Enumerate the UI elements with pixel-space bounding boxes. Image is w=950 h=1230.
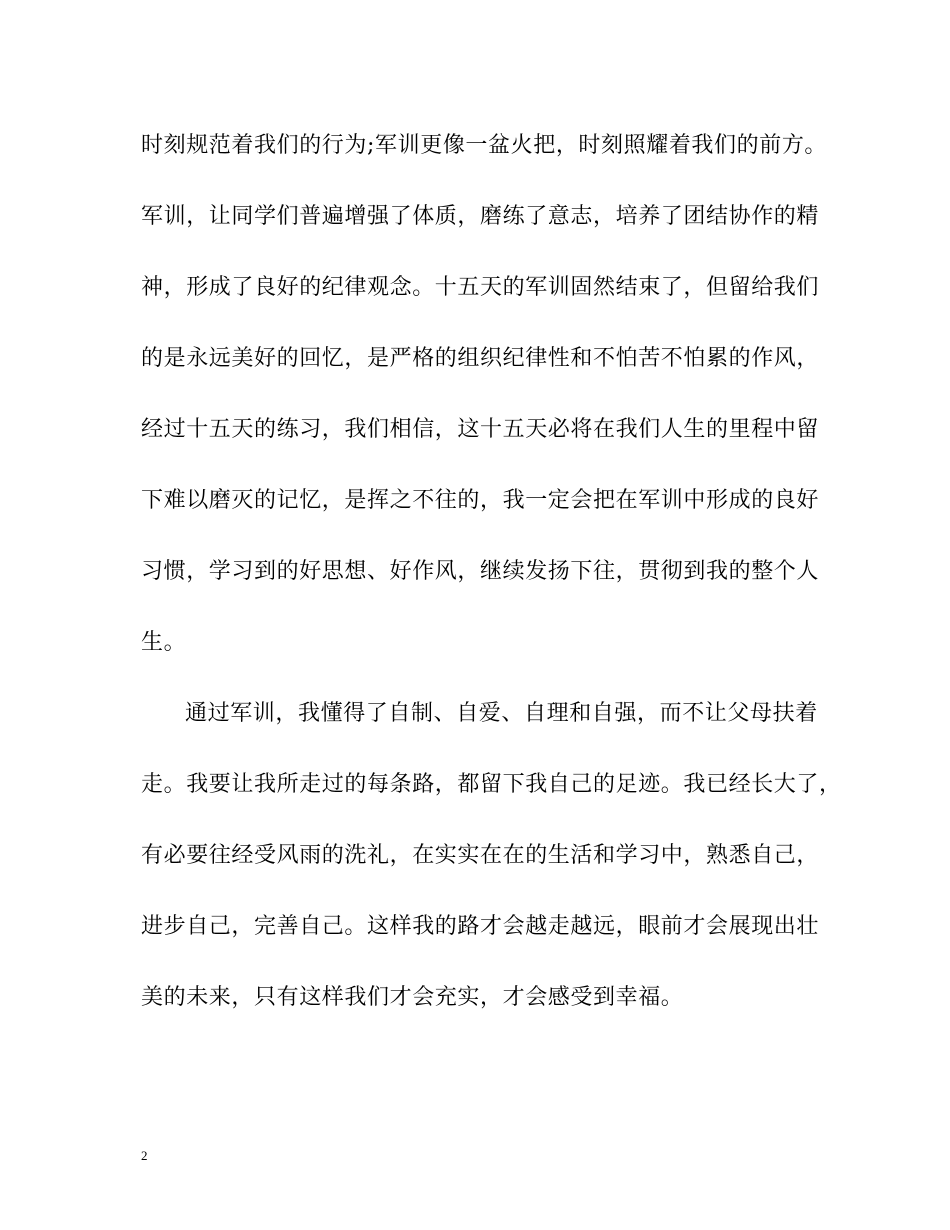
body-text-line: 神，形成了良好的纪律观念。十五天的军训固然结束了，但留给我们 [141,275,820,300]
body-text-line: 时刻规范着我们的行为;军训更像一盆火把，时刻照耀着我们的前方。 [141,133,828,158]
body-text-line: 生。 [141,630,187,655]
body-text-line: 进步自己，完善自己。这样我的路才会越走越远，眼前才会展现出壮 [141,914,820,939]
body-text-line: 有必要往经受风雨的洗礼，在实实在在的生活和学习中，熟悉自己， [141,843,820,868]
body-text-line: 走。我要让我所走过的每条路，都留下我自己的足迹。我已经长大了， [141,772,842,797]
body-text-line: 美的未来，只有这样我们才会充实，才会感受到幸福。 [141,985,684,1010]
body-text-line: 经过十五天的练习，我们相信，这十五天必将在我们人生的里程中留 [141,417,820,442]
paragraph-first-line: 通过军训，我懂得了自制、自爱、自理和自强，而不让父母扶着 [185,701,818,726]
body-text-line: 军训，让同学们普遍增强了体质，磨练了意志，培养了团结协作的精 [141,204,820,229]
body-text-line: 习惯，学习到的好思想、好作风，继续发扬下往，贯彻到我的整个人 [141,559,820,584]
body-text-line: 下难以磨灭的记忆，是挥之不往的，我一定会把在军训中形成的良好 [141,488,820,513]
body-text-line: 的是永远美好的回忆，是严格的组织纪律性和不怕苦不怕累的作风， [141,346,820,371]
page-number: 2 [141,1148,148,1163]
